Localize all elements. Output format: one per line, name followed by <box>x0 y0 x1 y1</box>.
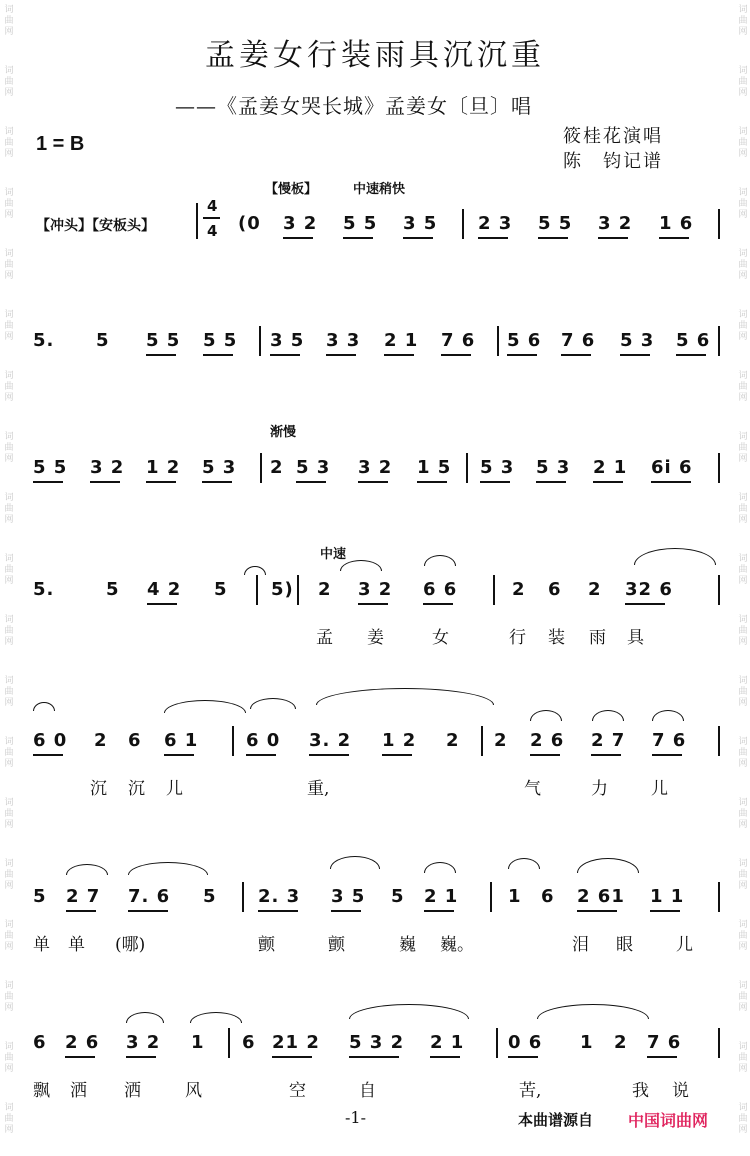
note-group: 5 3 <box>620 330 655 351</box>
beam-line <box>147 603 177 605</box>
note-group: 5 6 <box>676 330 711 351</box>
time-signature-top: 4 <box>207 197 219 215</box>
watermark-left: 词 曲 网 <box>4 493 14 525</box>
beam-line <box>478 237 508 239</box>
barline <box>718 726 720 756</box>
note-group: 2 <box>614 1032 628 1053</box>
lyric-syllable: 装 <box>548 628 565 648</box>
barline <box>481 726 483 756</box>
note-group: 5 5 <box>33 457 68 478</box>
watermark-right: 词 曲 网 <box>738 554 748 586</box>
note-group: 7 6 <box>652 730 687 751</box>
beam-line <box>598 237 628 239</box>
beam-line <box>33 754 63 756</box>
lyric-syllable: 力 <box>591 779 608 799</box>
watermark-right: 词 曲 网 <box>738 676 748 708</box>
beam-line <box>577 910 617 912</box>
slur-mark <box>33 702 55 711</box>
slur-mark <box>652 710 684 721</box>
note-group: 2 7 <box>66 886 101 907</box>
lyric-syllable: 女 <box>432 628 449 648</box>
note-group: 3 2 <box>126 1032 161 1053</box>
lyric-syllable: 气 <box>524 779 541 799</box>
watermark-left: 词 曲 网 <box>4 188 14 220</box>
site-brand: 中国词曲网 <box>628 1111 709 1130</box>
beam-line <box>296 481 326 483</box>
slur-mark <box>164 700 246 713</box>
lyric-syllable: 洒 <box>124 1081 141 1101</box>
watermark-right: 词 曲 网 <box>738 737 748 769</box>
note-group: 6 <box>242 1032 256 1053</box>
note-group: 6 6 <box>423 579 458 600</box>
singer-credit: 筱桂花演唱 <box>563 126 663 147</box>
barline <box>228 1028 230 1058</box>
slur-mark <box>340 560 382 571</box>
beam-line <box>441 354 471 356</box>
note-group: 5 3 2 <box>349 1032 405 1053</box>
note-group: 2 61 <box>577 886 625 907</box>
barline <box>260 453 262 483</box>
note-group: 1 2 <box>146 457 181 478</box>
watermark-left: 词 曲 网 <box>4 676 14 708</box>
watermark-left: 词 曲 网 <box>4 1042 14 1074</box>
watermark-right: 词 曲 网 <box>738 371 748 403</box>
note-group: 6 <box>33 1032 47 1053</box>
note-group: 2 6 <box>65 1032 100 1053</box>
note-group: 5 3 <box>202 457 237 478</box>
time-signature-bottom: 4 <box>207 222 219 240</box>
note-group: 1 <box>580 1032 594 1053</box>
note-group: 7 6 <box>647 1032 682 1053</box>
transcriber-credit: 陈 钧记谱 <box>563 151 663 172</box>
slur-mark <box>537 1004 649 1019</box>
barline <box>718 326 720 356</box>
lyric-syllable: 姜 <box>367 628 384 648</box>
watermark-left: 词 曲 网 <box>4 310 14 342</box>
slur-mark <box>577 858 639 873</box>
slur-mark <box>592 710 624 721</box>
lyric-syllable: 雨 <box>589 628 606 648</box>
lyric-syllable: 颤 <box>328 935 345 955</box>
beam-line <box>620 354 650 356</box>
watermark-right: 词 曲 网 <box>738 127 748 159</box>
watermark-left: 词 曲 网 <box>4 1103 14 1135</box>
beam-line <box>480 481 510 483</box>
note-group: 3 5 <box>331 886 366 907</box>
beam-line <box>417 481 447 483</box>
note-group: 5 <box>106 579 120 600</box>
lyric-syllable: 泪 <box>572 935 589 955</box>
watermark-left: 词 曲 网 <box>4 920 14 952</box>
note-group: 6 <box>128 730 142 751</box>
note-group: (0 <box>238 213 261 234</box>
beam-line <box>676 354 706 356</box>
note-group: 6 0 <box>33 730 68 751</box>
note-group: 5 6 <box>507 330 542 351</box>
beam-line <box>430 1056 460 1058</box>
barline <box>232 726 234 756</box>
barline <box>718 209 720 239</box>
beam-line <box>593 481 623 483</box>
watermark-left: 词 曲 网 <box>4 66 14 98</box>
note-group: 2. 3 <box>258 886 301 907</box>
beam-line <box>538 237 568 239</box>
beam-line <box>66 910 96 912</box>
lyric-syllable: 飘 <box>33 1081 50 1101</box>
barline <box>259 326 261 356</box>
note-group: 2 <box>270 457 284 478</box>
note-group: 5. <box>33 330 55 351</box>
note-group: 5 5 <box>343 213 378 234</box>
note-group: 3 5 <box>403 213 438 234</box>
beam-line <box>146 481 176 483</box>
lyric-syllable: 自 <box>359 1081 376 1101</box>
beam-line <box>625 603 665 605</box>
beam-line <box>536 481 566 483</box>
barline <box>242 882 244 912</box>
watermark-left: 词 曲 网 <box>4 981 14 1013</box>
beam-line <box>309 754 349 756</box>
note-group: 2 <box>588 579 602 600</box>
beam-line <box>382 754 412 756</box>
slur-mark <box>66 864 108 875</box>
barline <box>718 882 720 912</box>
barline <box>256 575 258 605</box>
note-group: 2 <box>318 579 332 600</box>
lyric-syllable: 行 <box>509 628 526 648</box>
watermark-right: 词 曲 网 <box>738 615 748 647</box>
slur-mark <box>128 862 208 875</box>
tempo-mark-ritardando: 渐慢 <box>270 425 297 440</box>
beam-line <box>164 754 194 756</box>
note-group: 2 1 <box>430 1032 465 1053</box>
watermark-right: 词 曲 网 <box>738 920 748 952</box>
barline <box>718 575 720 605</box>
note-group: 6 <box>548 579 562 600</box>
watermark-right: 词 曲 网 <box>738 432 748 464</box>
note-group: 3 2 <box>90 457 125 478</box>
beam-line <box>343 237 373 239</box>
beam-line <box>652 754 682 756</box>
barline <box>297 575 299 605</box>
beam-line <box>349 1056 399 1058</box>
note-group: 2 <box>512 579 526 600</box>
barline <box>718 453 720 483</box>
lyric-syllable: 沉 <box>90 779 107 799</box>
lyric-syllable: 空 <box>289 1081 306 1101</box>
beam-line <box>203 354 233 356</box>
barline <box>493 575 495 605</box>
watermark-left: 词 曲 网 <box>4 371 14 403</box>
note-group: 2 1 <box>424 886 459 907</box>
lyric-syllable: 风 <box>185 1081 202 1101</box>
note-group: 5 <box>214 579 228 600</box>
note-group: 1 <box>508 886 522 907</box>
note-group: 3 5 <box>270 330 305 351</box>
note-group: 5 <box>203 886 217 907</box>
page-number: -1- <box>345 1108 366 1127</box>
note-group: 2 7 <box>591 730 626 751</box>
lyric-syllable: 洒 <box>70 1081 87 1101</box>
slur-mark <box>530 710 562 721</box>
lyric-syllable: 巍。 <box>440 935 474 955</box>
watermark-left: 词 曲 网 <box>4 5 14 37</box>
note-group: 5 3 <box>536 457 571 478</box>
lyric-syllable: 儿 <box>166 779 183 799</box>
lyric-syllable: (哪) <box>115 935 146 955</box>
note-group: 2 6 <box>530 730 565 751</box>
note-group: 3 2 <box>358 579 393 600</box>
beam-line <box>424 910 454 912</box>
note-group: 5 3 <box>296 457 331 478</box>
watermark-left: 词 曲 网 <box>4 432 14 464</box>
lyric-syllable: 巍 <box>399 935 416 955</box>
note-group: 6 <box>541 886 555 907</box>
slur-mark <box>424 862 456 873</box>
watermark-left: 词 曲 网 <box>4 127 14 159</box>
watermark-right: 词 曲 网 <box>738 66 748 98</box>
watermark-right: 词 曲 网 <box>738 1042 748 1074</box>
lyric-syllable: 儿 <box>676 935 693 955</box>
tempo-mark-slow: 【慢板】 <box>265 182 318 197</box>
note-group: 1 6 <box>659 213 694 234</box>
beam-line <box>326 354 356 356</box>
lyric-syllable: 儿 <box>651 779 668 799</box>
watermark-left: 词 曲 网 <box>4 859 14 891</box>
barline <box>718 1028 720 1058</box>
beam-line <box>65 1056 95 1058</box>
note-group: 2 <box>446 730 460 751</box>
note-group: 5 5 <box>203 330 238 351</box>
watermark-left: 词 曲 网 <box>4 249 14 281</box>
barline-start <box>196 203 198 237</box>
slur-mark <box>508 858 540 869</box>
watermark-left: 词 曲 网 <box>4 737 14 769</box>
note-group: 5 5 <box>538 213 573 234</box>
watermark-right: 词 曲 网 <box>738 188 748 220</box>
note-group: 2 <box>94 730 108 751</box>
note-group: 21 2 <box>272 1032 320 1053</box>
beam-line <box>423 603 453 605</box>
intro-label: 【冲头】【安板头】 <box>36 218 155 234</box>
tempo-mark-medium: 中速 <box>320 547 347 562</box>
tempo-mark-moderate: 中速稍快 <box>353 182 406 197</box>
beam-line <box>647 1056 677 1058</box>
watermark-right: 词 曲 网 <box>738 310 748 342</box>
barline <box>496 1028 498 1058</box>
note-group: 32 6 <box>625 579 673 600</box>
note-group: 5. <box>33 579 55 600</box>
page-title: 孟姜女行装雨具沉沉重 <box>205 38 545 73</box>
lyric-syllable: 颤 <box>258 935 275 955</box>
slur-mark <box>316 688 494 705</box>
note-group: 4 2 <box>147 579 182 600</box>
beam-line <box>202 481 232 483</box>
note-group: 7 6 <box>561 330 596 351</box>
beam-line <box>126 1056 156 1058</box>
barline <box>462 209 464 239</box>
slur-mark <box>349 1004 469 1019</box>
source-label: 本曲谱源自 <box>518 1111 594 1129</box>
note-group: 3 2 <box>598 213 633 234</box>
note-group: 5 3 <box>480 457 515 478</box>
beam-line <box>651 481 691 483</box>
note-group: 5 5 <box>146 330 181 351</box>
note-group: 1 2 <box>382 730 417 751</box>
beam-line <box>358 481 388 483</box>
watermark-left: 词 曲 网 <box>4 615 14 647</box>
subtitle: ——《孟姜女哭长城》孟姜女〔旦〕唱 <box>175 94 532 118</box>
note-group: 1 1 <box>650 886 685 907</box>
slur-mark <box>244 566 266 575</box>
note-group: 2 1 <box>593 457 628 478</box>
slur-mark <box>330 856 380 869</box>
lyric-syllable: 苦, <box>519 1081 542 1101</box>
watermark-right: 词 曲 网 <box>738 1103 748 1135</box>
watermark-right: 词 曲 网 <box>738 249 748 281</box>
beam-line <box>270 354 300 356</box>
watermark-right: 词 曲 网 <box>738 798 748 830</box>
note-group: 1 5 <box>417 457 452 478</box>
beam-line <box>561 354 591 356</box>
slur-mark <box>250 698 296 709</box>
beam-line <box>507 354 537 356</box>
beam-line <box>33 481 63 483</box>
beam-line <box>591 754 621 756</box>
note-group: 5 <box>96 330 110 351</box>
lyric-syllable: 具 <box>627 628 644 648</box>
watermark-right: 词 曲 网 <box>738 859 748 891</box>
beam-line <box>530 754 560 756</box>
lyric-syllable: 孟 <box>316 628 333 648</box>
note-group: 2 <box>494 730 508 751</box>
note-group: 5) <box>271 579 294 600</box>
note-group: 2 3 <box>478 213 513 234</box>
watermark-left: 词 曲 网 <box>4 798 14 830</box>
note-group: 3. 2 <box>309 730 352 751</box>
note-group: 3 3 <box>326 330 361 351</box>
beam-line <box>283 237 313 239</box>
beam-line <box>331 910 361 912</box>
slur-mark <box>634 548 716 565</box>
note-group: 5 <box>391 886 405 907</box>
beam-line <box>659 237 689 239</box>
beam-line <box>358 603 388 605</box>
lyric-syllable: 重, <box>307 779 330 799</box>
key-signature: 1 = B <box>36 133 85 155</box>
lyric-syllable: 单 <box>33 935 50 955</box>
note-group: 5 <box>33 886 47 907</box>
note-group: 6 0 <box>246 730 281 751</box>
note-group: 7. 6 <box>128 886 171 907</box>
slur-mark <box>424 555 456 566</box>
beam-line <box>146 354 176 356</box>
lyric-syllable: 说 <box>672 1081 689 1101</box>
lyric-syllable: 我 <box>632 1081 649 1101</box>
beam-line <box>246 754 276 756</box>
time-signature-line <box>203 217 220 219</box>
beam-line <box>258 910 298 912</box>
barline <box>466 453 468 483</box>
watermark-right: 词 曲 网 <box>738 5 748 37</box>
watermark-left: 词 曲 网 <box>4 554 14 586</box>
note-group: 2 1 <box>384 330 419 351</box>
beam-line <box>128 910 168 912</box>
watermark-right: 词 曲 网 <box>738 981 748 1013</box>
beam-line <box>403 237 433 239</box>
watermark-right: 词 曲 网 <box>738 493 748 525</box>
note-group: 3 2 <box>358 457 393 478</box>
lyric-syllable: 眼 <box>616 935 633 955</box>
barline <box>497 326 499 356</box>
note-group: 3 2 <box>283 213 318 234</box>
beam-line <box>650 910 680 912</box>
slur-mark <box>190 1012 242 1023</box>
note-group: 6 1 <box>164 730 199 751</box>
note-group: 1 <box>191 1032 205 1053</box>
beam-line <box>384 354 414 356</box>
note-group: 7 6 <box>441 330 476 351</box>
note-group: 6i 6 <box>651 457 693 478</box>
beam-line <box>508 1056 538 1058</box>
lyric-syllable: 单 <box>68 935 85 955</box>
slur-mark <box>126 1012 164 1023</box>
beam-line <box>272 1056 312 1058</box>
lyric-syllable: 沉 <box>128 779 145 799</box>
barline <box>490 882 492 912</box>
note-group: 0 6 <box>508 1032 543 1053</box>
beam-line <box>90 481 120 483</box>
